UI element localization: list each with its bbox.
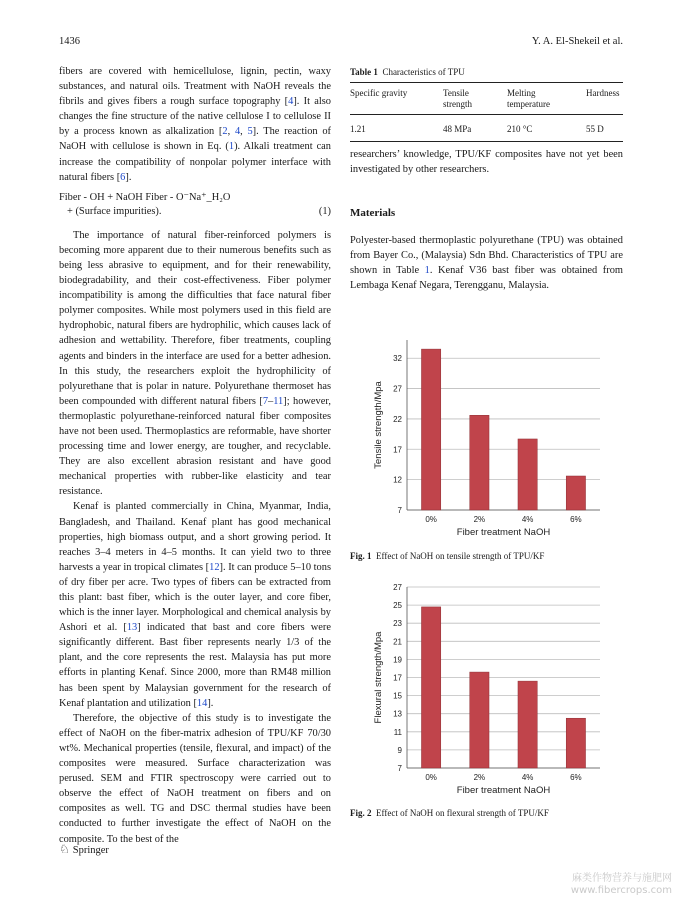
x-tick-label: 0% bbox=[425, 773, 437, 782]
citation-link[interactable]: 13 bbox=[126, 622, 138, 634]
x-axis-title: Fiber treatment NaOH bbox=[456, 785, 551, 796]
y-tick-label: 32 bbox=[393, 354, 402, 364]
y-tick-label: 19 bbox=[393, 655, 402, 665]
table-header-row bbox=[350, 83, 623, 115]
citation-link[interactable]: 2 bbox=[222, 126, 228, 138]
bar bbox=[518, 681, 537, 768]
x-tick-label: 4% bbox=[521, 515, 534, 524]
y-tick-label: 15 bbox=[393, 691, 402, 701]
table-header-cell: Hardness bbox=[586, 83, 623, 115]
y-axis-title: Tensile strength/Mpa bbox=[373, 381, 384, 469]
equation-link[interactable]: 1 bbox=[228, 141, 235, 153]
paragraph-objective: Therefore, the objective of this study is to investigate the effect of NaOH on the fiber-matrix adhesion of TPU/KF 70/30 wt%. Mechanical properties (tensile, flexural, and impact) of the composites were measured. Surface characterization was perused. SEM and FTIR spectroscopy were carried out to observe the effect of NaOH treatment on fibers and on composites as well. TG and DSC thermal studies have been conducted to further investigate the effect of NaOH on the composite. To the best of the bbox=[59, 712, 331, 845]
y-axis-title: Flexural strength/Mpa bbox=[373, 631, 384, 724]
equation-number: (1) bbox=[318, 205, 331, 217]
watermark: 麻类作物营养与施肥网 www.fibercrops.com bbox=[570, 873, 672, 896]
citation-link[interactable]: 11 bbox=[273, 395, 284, 407]
section-heading-materials: Materials bbox=[350, 207, 396, 219]
equation-line-1: Fiber - OH + NaOH Fiber - O⁻Na⁺_H₂O bbox=[59, 191, 231, 203]
table-caption: Table 1 Characteristics of TPU bbox=[350, 67, 465, 77]
equation-1 bbox=[59, 191, 331, 219]
x-tick-label: 4% bbox=[521, 773, 534, 782]
citation-link[interactable]: 7 bbox=[262, 395, 269, 407]
tensile-strength-chart bbox=[350, 330, 623, 542]
y-tick-label: 11 bbox=[393, 727, 402, 737]
page-number: 1436 bbox=[59, 36, 80, 47]
bar bbox=[421, 349, 440, 510]
figure-1-caption: Fig. 1 Effect of NaOH on tensile strength of TPU/KF bbox=[350, 551, 545, 561]
y-tick-label: 7 bbox=[397, 764, 402, 773]
x-tick-label: 6% bbox=[570, 515, 582, 524]
citation-link[interactable]: 4 bbox=[288, 96, 294, 108]
x-tick-label: 6% bbox=[570, 773, 582, 782]
citation-link[interactable]: 5 bbox=[247, 126, 253, 138]
citation-link[interactable]: 6 bbox=[120, 171, 126, 183]
left-column bbox=[59, 64, 331, 847]
figure-1-chart bbox=[350, 330, 623, 542]
publisher-footer: ♘ Springer bbox=[59, 842, 109, 856]
table-cell: 48 MPa bbox=[443, 115, 507, 142]
y-tick-label: 25 bbox=[393, 601, 402, 611]
table-row bbox=[350, 115, 623, 142]
y-tick-label: 27 bbox=[393, 384, 402, 394]
flexural-strength-chart bbox=[350, 575, 623, 800]
springer-logo-icon: ♘ bbox=[59, 842, 70, 856]
x-axis-title: Fiber treatment NaOH bbox=[456, 527, 551, 538]
bar bbox=[470, 672, 489, 768]
table-link[interactable]: 1 bbox=[424, 265, 430, 277]
figure-2-chart bbox=[350, 575, 623, 800]
y-tick-label: 23 bbox=[393, 619, 402, 629]
y-tick-label: 21 bbox=[393, 637, 402, 647]
figure-2-caption: Fig. 2 Effect of NaOH on flexural strength of TPU/KF bbox=[350, 808, 549, 818]
y-tick-label: 13 bbox=[393, 709, 402, 719]
paragraph-importance: The importance of natural fiber-reinforced polymers is becoming more apparent due to their numerous benefits such as being less abrasive to equipment, and for their renewability, biodegradability, and their cost-effectiveness. Fiber polymer incompatibility is among the difficulties that face natural fiber polymer composites. While most polymers used in this field are hydrophobic, natural fibers are hydrophilic, which causes lack of adhesion and wettability. Therefore, fiber treatments, coupling agents and binders in the interface are used for a better adhesion. In this study, the researchers exploit the hydrophilicity of polyurethane that is polar in nature. Polyurethane thermoset has been compounded with different natural fibers [7–11]; however, thermoplastic polyurethane-reinforced natural fiber composites have not been used. Thermoplastics are reformable, have shorter processing time and lower energy, are tougher, and recyclable. They are also excellent abrasion resistant and have good mechanical properties with rubber-like elasticity and tear resistance. bbox=[59, 229, 331, 498]
table-header-cell: Melting temperature bbox=[507, 83, 586, 115]
equation-line-2: + (Surface impurities). bbox=[67, 205, 162, 217]
y-tick-label: 17 bbox=[393, 445, 402, 455]
tpu-characteristics-table bbox=[350, 82, 623, 142]
x-tick-label: 0% bbox=[425, 515, 437, 524]
running-head-authors: Y. A. El-Shekeil et al. bbox=[531, 36, 623, 47]
bar bbox=[470, 415, 489, 510]
paragraph-kenaf: Kenaf is planted commercially in China, Myanmar, India, Bangladesh, and Thailand. Kenaf plant has good mechanical properties, high biomass output, and a short growing period. It reaches 3–4 meters in 4–5 months. It can yield two to three harvests a year in tropical climates [12]. It can produce 5–10 tons of dry fiber per acre. Two types of fibers can be extracted from this plant: bast fiber, which is the outer layer, and core fiber, which is the inner layer. Morphological and chemical analysis by Ashori et al. [13] indicated that bast and core fibers were significantly different. Bast fiber represents nearly 1/3 of the plant, and the core represents the rest. Malaysia has put more efforts in planting Kenaf. Since 2000, more than RM48 million has been spent by Malaysian government for the research of Kenaf plantation and utilization [14]. bbox=[59, 501, 331, 709]
bar bbox=[566, 718, 585, 768]
table-header-cell: Specific gravity bbox=[350, 83, 443, 115]
y-tick-label: 9 bbox=[397, 745, 402, 755]
citation-link[interactable]: 12 bbox=[209, 561, 220, 573]
table-cell: 55 D bbox=[586, 115, 623, 142]
citation-link[interactable]: 4 bbox=[234, 126, 241, 138]
right-column-continuation: researchers’ knowledge, TPU/KF composites have not yet been investigated by other researchers. bbox=[350, 149, 623, 176]
table-cell: 210 °C bbox=[507, 115, 586, 142]
bar bbox=[566, 476, 585, 510]
x-tick-label: 2% bbox=[473, 773, 486, 782]
citation-link[interactable]: 14 bbox=[196, 697, 208, 709]
y-tick-label: 7 bbox=[397, 506, 402, 515]
paragraph-materials: Polyester-based thermoplastic polyurethane (TPU) was obtained from Bayer Co., (Malaysia) Sdn Bhd. Characteristics of TPU are shown in Table 1. Kenaf V36 bast fiber was obtained from Lembaga Kenaf Negara, Terengganu, Malaysia. bbox=[350, 235, 623, 292]
y-tick-label: 17 bbox=[393, 673, 402, 683]
paragraph-alkali: fibers are covered with hemicellulose, lignin, pectin, waxy substances, and natural oils. Treatment with NaOH reveals the fibrils and gives fibers a rough surface topography [4]. It also changes the fine structure of the native cellulose I to cellulose II by a process known as alkalization [2, 4, 5]. The reaction of NaOH with cellulose is shown in Eq. (1). Alkali treatment can increase the compatibility of nonpolar polymer interface with natural fibers [6]. bbox=[59, 66, 331, 183]
table-cell: 1.21 bbox=[350, 115, 443, 142]
bar bbox=[518, 439, 537, 510]
table-header-cell: Tensile strength bbox=[443, 83, 507, 115]
bar bbox=[421, 607, 440, 768]
y-tick-label: 12 bbox=[393, 475, 402, 485]
x-tick-label: 2% bbox=[473, 515, 486, 524]
y-tick-label: 22 bbox=[393, 414, 402, 424]
y-tick-label: 27 bbox=[393, 583, 402, 592]
table-label: Table 1 bbox=[350, 67, 378, 77]
